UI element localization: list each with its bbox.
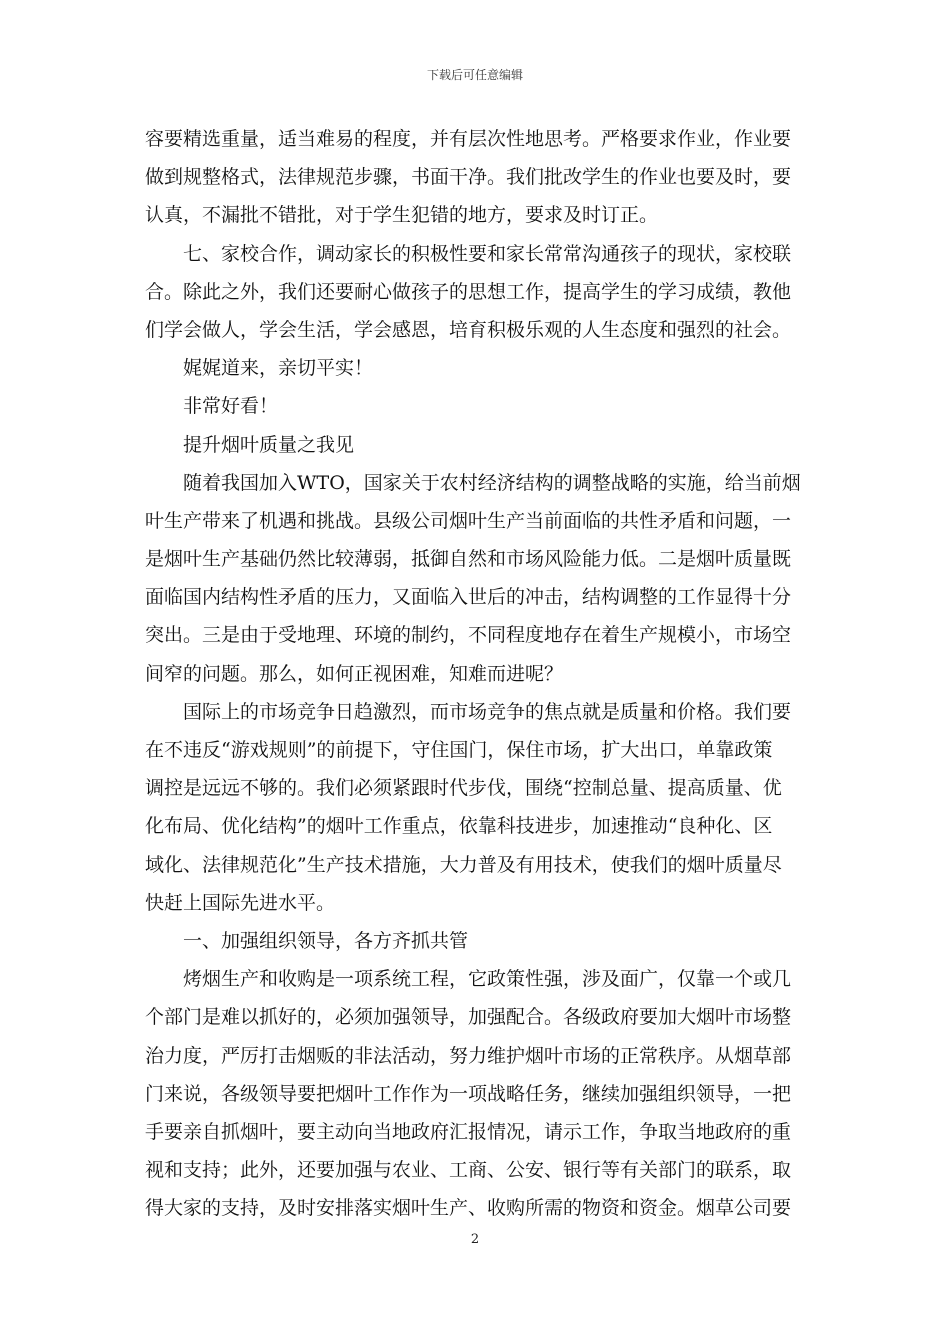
text-line: 快赶上国际先进水平。 bbox=[145, 891, 336, 914]
text-line: 化布局、优化结构”的烟叶工作重点，依靠科技进步，加速推动“良种化、区 bbox=[145, 815, 773, 838]
text-line: 域化、法律规范化”生产技术措施，大力普及有用技术，使我们的烟叶质量尽 bbox=[145, 853, 782, 876]
text-line: 得大家的支持，及时安排落实烟叶生产、收购所需的物资和资金。烟草公司要 bbox=[145, 1197, 792, 1220]
text-line: 手要亲自抓烟叶，要主动向当地政府汇报情况，请示工作，争取当地政府的重 bbox=[145, 1120, 792, 1143]
text-line: 容要精选重量，适当难易的程度，并有层次性地思考。严格要求作业，作业要 bbox=[145, 128, 792, 150]
text-line: 国际上的市场竞争日趋激烈，而市场竞争的焦点就是质量和价格。我们要 bbox=[183, 700, 792, 723]
text-line: 非常好看！ bbox=[183, 395, 279, 418]
text-line: 合。除此之外，我们还要耐心做孩子的思想工作，提高学生的学习成绩，教他 bbox=[145, 280, 792, 303]
text-line: 提升烟叶质量之我见 bbox=[183, 433, 355, 456]
text-line: 烤烟生产和收购是一项系统工程，它政策性强，涉及面广，仅靠一个或几 bbox=[183, 968, 792, 991]
text-line: 娓娓道来，亲切平实！ bbox=[183, 357, 374, 380]
text-line: 是烟叶生产基础仍然比较薄弱，抵御自然和市场风险能力低。二是烟叶质量既 bbox=[145, 548, 792, 571]
document-body bbox=[145, 120, 807, 1227]
text-line: 在不违反“游戏规则”的前提下，守住国门，保住市场，扩大出口，单靠政策 bbox=[145, 739, 773, 761]
text-line: 面临国内结构性矛盾的压力，又面临入世后的冲击，结构调整的工作显得十分 bbox=[145, 586, 792, 609]
text-line: 治力度，严厉打击烟贩的非法活动，努力维护烟叶市场的正常秩序。从烟草部 bbox=[145, 1044, 792, 1067]
text-line: 突出。三是由于受地理、环境的制约，不同程度地存在着生产规模小，市场空 bbox=[145, 624, 792, 647]
page-header: 下载后可任意编辑 bbox=[426, 68, 523, 82]
text-line: 视和支持；此外，还要加强与农业、工商、公安、银行等有关部门的联系，取 bbox=[145, 1159, 792, 1182]
text-line: 做到规整格式，法律规范步骤，书面干净。我们批改学生的作业也要及时，要 bbox=[145, 166, 792, 189]
text-line: 门来说，各级领导要把烟叶工作作为一项战略任务，继续加强组织领导，一把 bbox=[145, 1082, 792, 1105]
text-line: 一、加强组织领导，各方齐抓共管 bbox=[183, 929, 469, 952]
page-number: 2 bbox=[470, 1232, 480, 1247]
text-line: 间窄的问题。那么，如何正视困难，知难而进呢？ bbox=[145, 662, 564, 685]
text-line: 七、家校合作，调动家长的积极性要和家长常常沟通孩子的现状，家校联 bbox=[183, 242, 792, 265]
text-line: 个部门是难以抓好的，必须加强领导，加强配合。各级政府要加大烟叶市场整 bbox=[145, 1006, 792, 1029]
text-line: 们学会做人，学会生活，学会感恩，培育积极乐观的人生态度和强烈的社会。 bbox=[145, 318, 792, 341]
text-line: 认真，不漏批不错批，对于学生犯错的地方，要求及时订正。 bbox=[145, 204, 659, 227]
text-line: 调控是远远不够的。我们必须紧跟时代步伐，围绕“控制总量、提高质量、优 bbox=[145, 777, 782, 800]
text-line: 随着我国加入WTO，国家关于农村经济结构的调整战略的实施，给当前烟 bbox=[183, 471, 801, 494]
text-line: 叶生产带来了机遇和挑战。县级公司烟叶生产当前面临的共性矛盾和问题，一 bbox=[145, 509, 792, 532]
